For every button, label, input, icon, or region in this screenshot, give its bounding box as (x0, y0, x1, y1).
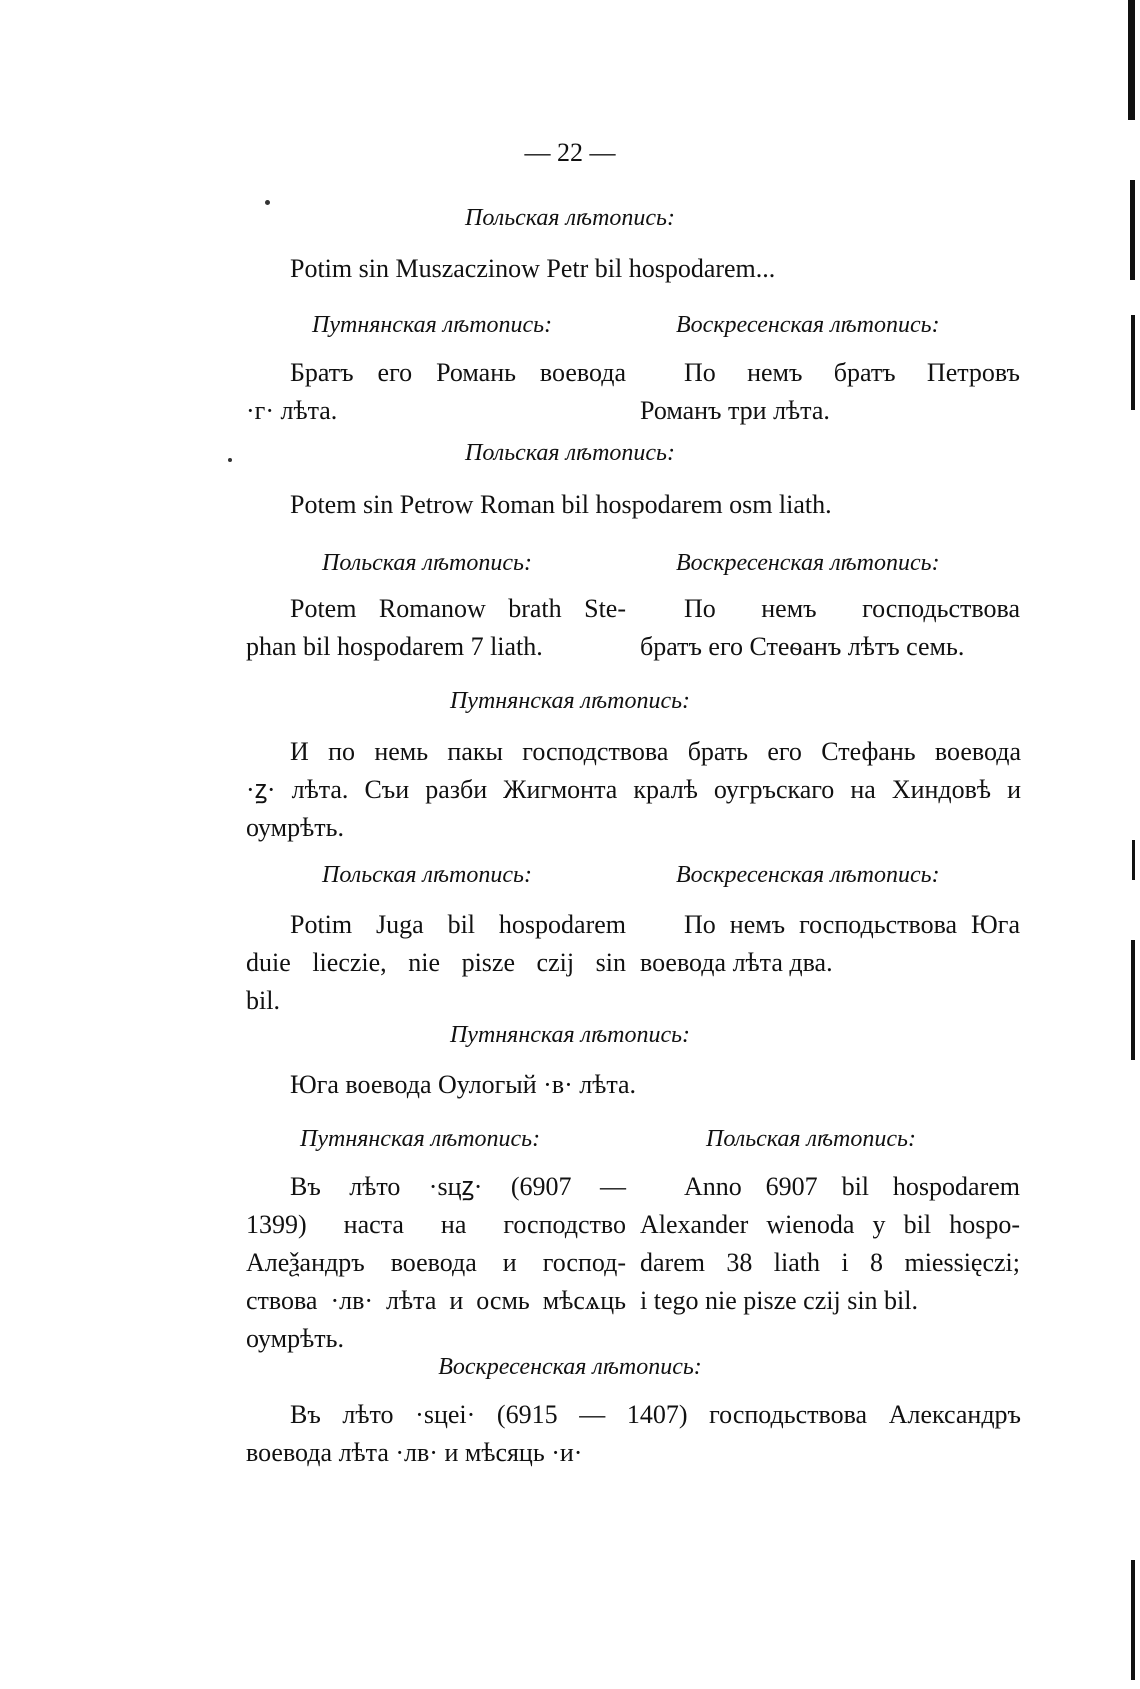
chronicle-heading: Воскресенская лѣтопись: (676, 312, 940, 338)
text-line: Alexander wienoda y bil hospo- (640, 1210, 1020, 1239)
paragraph (246, 590, 626, 666)
text-line: phan bil hospodarem 7 liath. (246, 632, 543, 661)
text-line: 1399) наста на господство (246, 1210, 626, 1239)
text-line: оумрѣть. (246, 813, 344, 842)
text-line: Potem sin Petrow Roman bil hospodarem osm liath. (290, 490, 832, 519)
page-number: — 22 — (524, 138, 616, 167)
text-line: Въ лѣто ·ѕцеі· (6915 — 1407) господьствова Александръ (290, 1400, 1021, 1429)
paragraph (246, 906, 626, 1020)
paragraph (246, 1168, 626, 1358)
paragraph (640, 906, 1020, 982)
text-line: По немъ господьствова (684, 594, 1020, 623)
text-line: Романъ три лѣта. (640, 396, 830, 425)
text-line: И по немь пакы господствова брать его Стефань воевода (290, 737, 1021, 766)
chronicle-heading: Польская лѣтопись: (465, 205, 675, 231)
scan-edge-mark (1131, 315, 1135, 410)
text-line: братъ его Стеѳанъ лѣтъ семь. (640, 632, 965, 661)
text-line: duie lieczie, nie pisze czij sin (246, 948, 626, 977)
text-line: ·г· лѣта. (246, 396, 338, 425)
chronicle-heading: Путнянская лѣтопись: (449, 688, 691, 714)
chronicle-heading: Воскресенская лѣтопись: (438, 1354, 702, 1380)
text-line: Въ лѣто ·ѕцꙁ· (6907 — (290, 1172, 626, 1201)
scan-edge-mark (1128, 0, 1135, 120)
text-line: оумрѣть. (246, 1324, 344, 1353)
chronicle-heading: Польская лѣтопись: (706, 1126, 916, 1152)
chronicle-heading: Путнянская лѣтопись: (449, 1022, 691, 1048)
text-line: darem 38 liath i 8 miessięczi; (640, 1248, 1020, 1277)
paragraph (246, 733, 1021, 847)
text-line: ствова ·лв· лѣта и осмь мѣсѧць (246, 1286, 626, 1315)
chronicle-heading: Польская лѣтопись: (322, 550, 532, 576)
paragraph (246, 354, 626, 430)
chronicle-heading: Путнянская лѣтопись: (312, 312, 553, 338)
text-line: ·ꙁ· лѣта. Съи разби Жигмонта кралѣ оугръскаго на Хиндовѣ и (246, 775, 1021, 804)
scan-edge-mark (1132, 840, 1135, 880)
paragraph (246, 486, 1021, 524)
paragraph (640, 590, 1020, 666)
chronicle-heading: Воскресенская лѣтопись: (676, 862, 940, 888)
text-line: Алеѯандръ воевода и господ- (246, 1248, 626, 1277)
text-line: По немъ господьствова Юга (684, 910, 1020, 939)
text-line: i tego nie pisze czij sin bil. (640, 1286, 918, 1315)
paragraph (246, 250, 1021, 288)
text-line: Potim Juga bil hospodarem (290, 910, 626, 939)
paragraph (246, 1066, 1021, 1104)
text-line: Anno 6907 bil hospodarem (684, 1172, 1020, 1201)
text-line: Potim sin Muszaczinow Petr bil hospodarem... (290, 254, 776, 283)
text-line: По немъ братъ Петровъ (684, 358, 1020, 387)
text-line: воевода лѣта ·лв· и мѣсяць ·и· (246, 1438, 583, 1467)
text-line: воевода лѣта два. (640, 948, 833, 977)
text-line: bil. (246, 986, 280, 1015)
text-line: Юга воевода Оулогый ·в· лѣта. (290, 1070, 637, 1099)
text-line: Potem Romanow brath Ste- (290, 594, 626, 623)
text-line: Братъ его Романь воевода (290, 358, 626, 387)
chronicle-heading: Польская лѣтопись: (465, 440, 675, 466)
paragraph (640, 354, 1020, 430)
scan-edge-mark (1131, 1560, 1135, 1680)
chronicle-heading: Польская лѣтопись: (322, 862, 532, 888)
chronicle-heading: Путнянская лѣтопись: (300, 1126, 541, 1152)
chronicle-heading: Воскресенская лѣтопись: (676, 550, 940, 576)
paragraph (246, 1396, 1021, 1472)
paragraph (640, 1168, 1020, 1320)
